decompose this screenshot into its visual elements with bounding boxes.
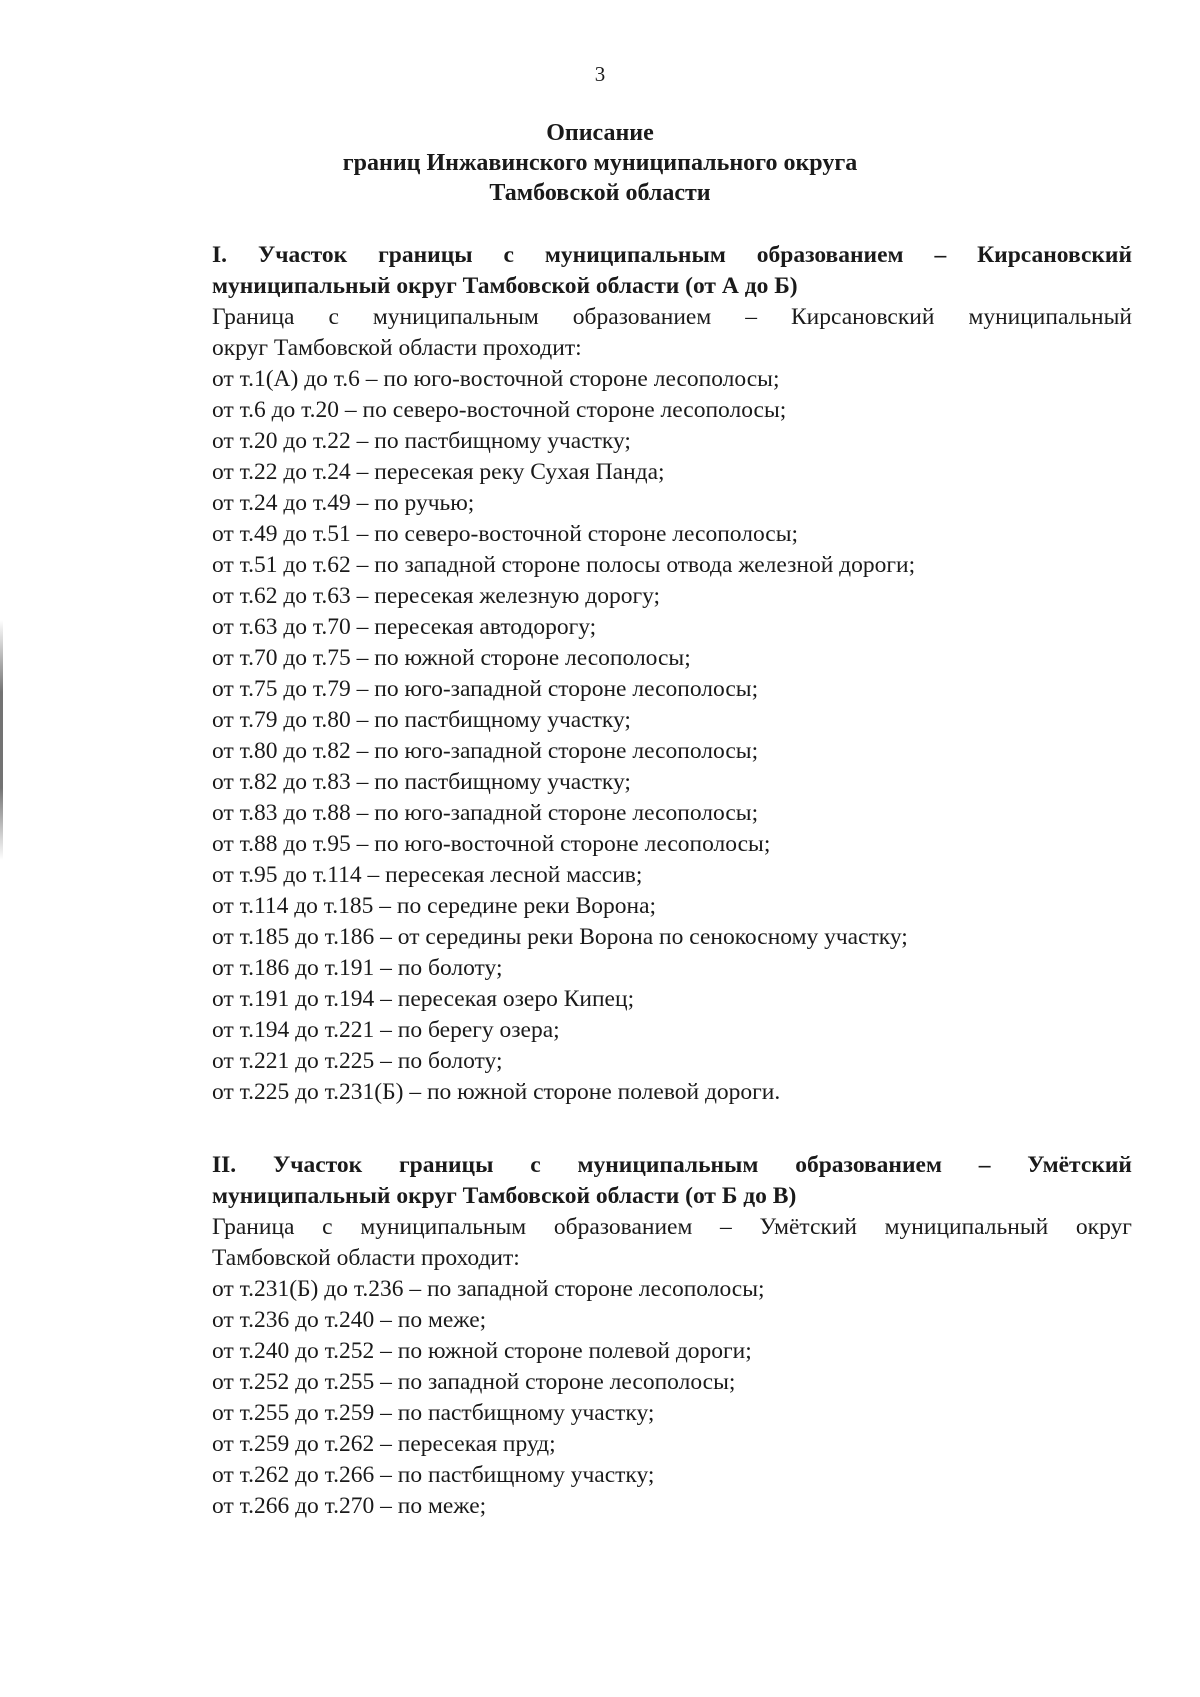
boundary-item: от т.225 до т.231(Б) – по южной стороне полевой дороги. bbox=[212, 1079, 781, 1105]
boundary-item: от т.88 до т.95 – по юго-восточной стороне лесополосы; bbox=[212, 831, 771, 857]
section-heading-line-1 bbox=[212, 1150, 1132, 1181]
boundary-item: от т.22 до т.24 – пересекая реку Сухая Панда; bbox=[212, 459, 665, 485]
boundary-item: от т.63 до т.70 – пересекая автодорогу; bbox=[212, 614, 597, 640]
boundary-item: от т.70 до т.75 – по южной стороне лесополосы; bbox=[212, 645, 691, 671]
document-title bbox=[0, 118, 1200, 208]
intro-word: муниципальный bbox=[968, 304, 1132, 330]
title-line-1: Описание bbox=[546, 120, 654, 146]
section-intro bbox=[212, 302, 1132, 364]
page-number: 3 bbox=[594, 62, 606, 86]
heading-word: – bbox=[934, 242, 947, 268]
heading-word: I. bbox=[212, 242, 228, 268]
intro-word: с bbox=[328, 304, 339, 330]
heading-word: Умётский bbox=[1027, 1152, 1132, 1178]
boundary-item: от т.231(Б) до т.236 – по западной стороне лесополосы; bbox=[212, 1276, 765, 1302]
boundary-item: от т.114 до т.185 – по середине реки Ворона; bbox=[212, 893, 657, 919]
boundary-item: от т.95 до т.114 – пересекая лесной массив; bbox=[212, 862, 643, 888]
boundary-item: от т.236 до т.240 – по меже; bbox=[212, 1307, 487, 1333]
heading-word: с bbox=[530, 1152, 541, 1178]
intro-word: муниципальный bbox=[884, 1214, 1049, 1240]
intro-word: Граница bbox=[212, 304, 295, 330]
title-line-2: границ Инжавинского муниципального округа bbox=[342, 150, 858, 176]
boundary-item: от т.75 до т.79 – по юго-западной стороне лесополосы; bbox=[212, 676, 759, 702]
boundary-item: от т.82 до т.83 – по пастбищному участку; bbox=[212, 769, 631, 795]
boundary-item: от т.221 до т.225 – по болоту; bbox=[212, 1048, 503, 1074]
boundary-item: от т.259 до т.262 – пересекая пруд; bbox=[212, 1431, 556, 1457]
heading-word: с bbox=[503, 242, 514, 268]
section-1 bbox=[212, 240, 1132, 1108]
intro-word: Граница bbox=[212, 1214, 295, 1240]
intro-word: – bbox=[745, 304, 757, 330]
section-heading-line-1 bbox=[212, 240, 1132, 271]
boundary-item: от т.191 до т.194 – пересекая озеро Кипец; bbox=[212, 986, 635, 1012]
section-heading-line-2: муниципальный округ Тамбовской области (от Б до В) bbox=[212, 1183, 797, 1209]
heading-word: образованием bbox=[795, 1152, 942, 1178]
boundary-item: от т.1(А) до т.6 – по юго-восточной стороне лесополосы; bbox=[212, 366, 780, 392]
boundary-list bbox=[212, 1274, 1132, 1522]
scan-edge-artifact bbox=[0, 620, 3, 860]
section-heading-line-2: муниципальный округ Тамбовской области (от А до Б) bbox=[212, 273, 798, 299]
boundary-item: от т.266 до т.270 – по меже; bbox=[212, 1493, 487, 1519]
title-line-3: Тамбовской области bbox=[489, 180, 711, 206]
boundary-item: от т.185 до т.186 – от середины реки Ворона по сенокосному участку; bbox=[212, 924, 908, 950]
boundary-item: от т.255 до т.259 – по пастбищному участку; bbox=[212, 1400, 655, 1426]
boundary-item: от т.262 до т.266 – по пастбищному участку; bbox=[212, 1462, 655, 1488]
boundary-item: от т.80 до т.82 – по юго-западной стороне лесополосы; bbox=[212, 738, 759, 764]
boundary-item: от т.240 до т.252 – по южной стороне полевой дороги; bbox=[212, 1338, 752, 1364]
heading-word: Участок bbox=[272, 1152, 363, 1178]
intro-word: муниципальным bbox=[372, 304, 539, 330]
section-intro-line-2: Тамбовской области проходит: bbox=[212, 1245, 520, 1271]
section-heading bbox=[212, 1150, 1132, 1212]
heading-word: муниципальным bbox=[544, 242, 726, 268]
section-intro-line-1 bbox=[212, 302, 1132, 333]
boundary-item: от т.62 до т.63 – пересекая железную дорогу; bbox=[212, 583, 661, 609]
section-intro-line-2: округ Тамбовской области проходит: bbox=[212, 335, 582, 361]
boundary-item: от т.49 до т.51 – по северо-восточной стороне лесополосы; bbox=[212, 521, 799, 547]
heading-word: Кирсановский bbox=[977, 242, 1132, 268]
heading-word: II. bbox=[212, 1152, 237, 1178]
intro-word: округ bbox=[1075, 1214, 1132, 1240]
intro-word: муниципальным bbox=[360, 1214, 527, 1240]
section-intro-line-1 bbox=[212, 1212, 1132, 1243]
boundary-item: от т.6 до т.20 – по северо-восточной стороне лесополосы; bbox=[212, 397, 787, 423]
boundary-item: от т.252 до т.255 – по западной стороне лесополосы; bbox=[212, 1369, 736, 1395]
boundary-item: от т.186 до т.191 – по болоту; bbox=[212, 955, 503, 981]
heading-word: – bbox=[978, 1152, 991, 1178]
boundary-item: от т.20 до т.22 – по пастбищному участку; bbox=[212, 428, 631, 454]
boundary-item: от т.194 до т.221 – по берегу озера; bbox=[212, 1017, 560, 1043]
boundary-item: от т.79 до т.80 – по пастбищному участку; bbox=[212, 707, 631, 733]
intro-word: образованием bbox=[572, 304, 712, 330]
boundary-item: от т.83 до т.88 – по юго-западной стороне лесополосы; bbox=[212, 800, 759, 826]
section-heading bbox=[212, 240, 1132, 302]
heading-word: образованием bbox=[756, 242, 904, 268]
heading-word: границы bbox=[378, 242, 473, 268]
boundary-list bbox=[212, 364, 1132, 1108]
heading-word: Участок bbox=[257, 242, 348, 268]
section-intro bbox=[212, 1212, 1132, 1274]
heading-word: границы bbox=[398, 1152, 494, 1178]
intro-word: – bbox=[720, 1214, 732, 1240]
intro-word: образованием bbox=[553, 1214, 693, 1240]
intro-word: Умётский bbox=[759, 1214, 857, 1240]
intro-word: Кирсановский bbox=[791, 304, 935, 330]
heading-word: муниципальным bbox=[577, 1152, 759, 1178]
boundary-item: от т.51 до т.62 – по западной стороне полосы отвода железной дороги; bbox=[212, 552, 916, 578]
intro-word: с bbox=[322, 1214, 333, 1240]
boundary-item: от т.24 до т.49 – по ручью; bbox=[212, 490, 475, 516]
section-2 bbox=[212, 1150, 1132, 1522]
